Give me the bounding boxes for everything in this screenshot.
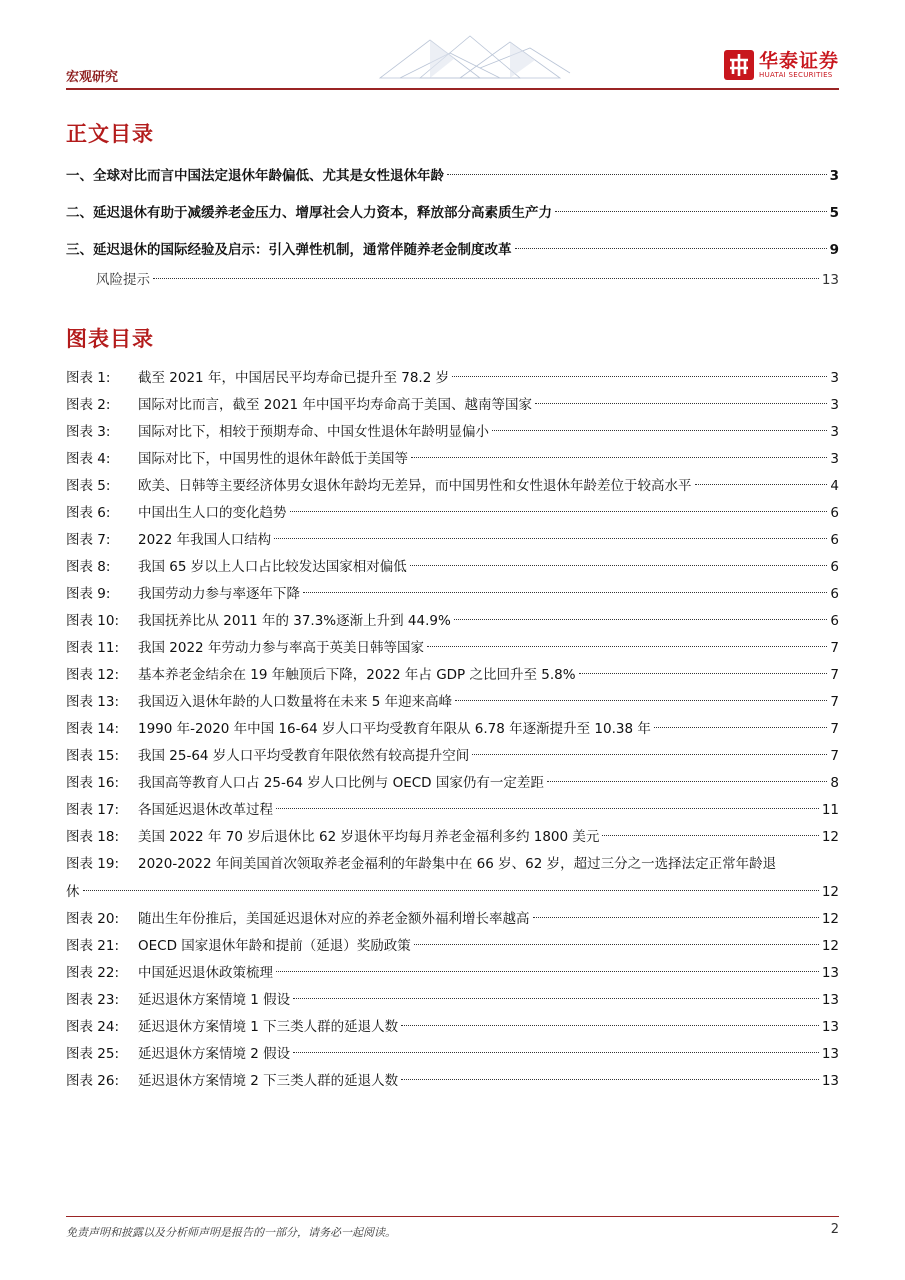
dot-leader — [401, 1025, 819, 1026]
header-decoration-graphic — [360, 28, 580, 86]
figure-entry[interactable] — [66, 449, 839, 469]
figure-entry[interactable] — [66, 665, 839, 685]
toc-entry-page: 3 — [829, 168, 839, 184]
figure-page: 13 — [821, 992, 839, 1008]
figure-title: OECD 国家退休年龄和提前（延退）奖励政策 — [138, 938, 411, 954]
figure-page: 7 — [830, 667, 839, 683]
figure-page: 13 — [821, 1073, 839, 1089]
figure-label: 图表 24: — [66, 1019, 120, 1035]
figure-label: 图表 7: — [66, 532, 111, 548]
figure-entry[interactable] — [66, 1071, 839, 1091]
figure-entry[interactable] — [66, 827, 839, 847]
dot-leader — [602, 835, 818, 836]
dot-leader — [555, 211, 827, 212]
figure-label: 图表 3: — [66, 424, 111, 440]
figure-title: 截至 2021 年，中国居民平均寿命已提升至 78.2 岁 — [138, 370, 450, 386]
toc-entry-page: 9 — [829, 242, 839, 258]
dot-leader — [547, 781, 828, 782]
figure-page: 3 — [830, 451, 839, 467]
figure-page: 7 — [830, 721, 839, 737]
figure-title: 国际对比而言，截至 2021 年中国平均寿命高于美国、越南等国家 — [138, 397, 532, 413]
figure-label: 图表 13: — [66, 694, 120, 710]
figure-page: 13 — [821, 1019, 839, 1035]
figure-entry[interactable] — [66, 1017, 839, 1037]
figure-page: 13 — [821, 1046, 839, 1062]
figure-title: 我国高等教育人口占 25-64 岁人口比例与 OECD 国家仍有一定差距 — [138, 775, 544, 791]
figure-label: 图表 10: — [66, 613, 120, 629]
figure-title: 我国抚养比从 2011 年的 37.3%逐渐上升到 44.9% — [138, 613, 451, 629]
dot-leader — [276, 971, 819, 972]
figure-title: 中国出生人口的变化趋势 — [138, 505, 287, 521]
figure-page: 12 — [821, 911, 839, 927]
figure-title: 我国 65 岁以上人口占比较发达国家相对偏低 — [138, 559, 407, 575]
section-label: 宏观研究 — [66, 70, 119, 85]
figure-label: 图表 11: — [66, 640, 120, 656]
figure-title: 我国劳动力参与率逐年下降 — [138, 586, 300, 602]
figure-label: 图表 17: — [66, 802, 120, 818]
figure-entry[interactable] — [66, 395, 839, 415]
figure-page: 12 — [821, 938, 839, 954]
dot-leader — [290, 511, 828, 512]
figure-entry[interactable] — [66, 773, 839, 793]
figure-title: 基本养老金结余在 19 年触顶后下降，2022 年占 GDP 之比回升至 5.8% — [138, 667, 576, 683]
figure-page: 6 — [830, 559, 839, 575]
figure-label: 图表 19: — [66, 856, 120, 872]
toc-entry-title: 二、延迟退休有助于减缓养老金压力、增厚社会人力资本，释放部分高素质生产力 — [66, 205, 552, 221]
toc-entry-title: 三、延迟退休的国际经验及启示：引入弹性机制，通常伴随养老金制度改革 — [66, 242, 512, 258]
figure-page: 12 — [821, 829, 839, 845]
dot-leader — [410, 565, 828, 566]
page-header — [0, 0, 905, 92]
dot-leader — [515, 248, 827, 249]
dot-leader — [533, 917, 819, 918]
figure-label: 图表 23: — [66, 992, 120, 1008]
logo-chinese-name: 华泰证券 — [759, 49, 840, 72]
figure-page: 6 — [830, 586, 839, 602]
figure-label: 图表 15: — [66, 748, 120, 764]
figure-entry[interactable] — [66, 692, 839, 712]
figure-label: 图表 1: — [66, 370, 111, 386]
toc-entry[interactable] — [66, 203, 839, 223]
figure-title: 中国延迟退休政策梳理 — [138, 965, 273, 981]
figure-label: 图表 16: — [66, 775, 120, 791]
figure-title: 延迟退休方案情境 2 假设 — [138, 1046, 291, 1062]
figure-entry[interactable] — [66, 530, 839, 550]
figure-list-heading: 图表目录 — [66, 327, 154, 351]
figure-title-line-2: 休 — [66, 884, 80, 900]
figure-page: 6 — [830, 505, 839, 521]
figure-entry[interactable] — [66, 584, 839, 604]
figure-entry[interactable] — [66, 611, 839, 631]
dot-leader — [472, 754, 827, 755]
figure-page: 3 — [830, 370, 839, 386]
figure-label: 图表 20: — [66, 911, 120, 927]
toc-entry[interactable] — [66, 240, 839, 260]
figure-label: 图表 2: — [66, 397, 111, 413]
dot-leader — [401, 1079, 819, 1080]
figure-title: 各国延迟退休改革过程 — [138, 802, 273, 818]
dot-leader — [695, 484, 828, 485]
dot-leader — [427, 646, 827, 647]
dot-leader — [293, 998, 819, 999]
figure-page: 13 — [821, 965, 839, 981]
dot-leader — [276, 808, 819, 809]
figure-entry[interactable] — [66, 476, 839, 496]
figure-title: 延迟退休方案情境 2 下三类人群的延退人数 — [138, 1073, 399, 1089]
figure-title: 1990 年-2020 年中国 16-64 岁人口平均受教育年限从 6.78 年逐渐提升至 10.38 年 — [138, 721, 651, 737]
figure-title: 延迟退休方案情境 1 下三类人群的延退人数 — [138, 1019, 399, 1035]
figure-entry[interactable] — [66, 719, 839, 739]
figure-entry[interactable] — [66, 557, 839, 577]
figure-entry[interactable] — [66, 368, 839, 388]
dot-leader — [447, 174, 827, 175]
figure-title-line-1: 2020-2022 年间美国首次领取养老金福利的年龄集中在 66 岁、62 岁，超过三分之一选择法定正常年龄退 — [138, 856, 777, 872]
dot-leader — [303, 592, 827, 593]
footer-divider — [66, 1216, 839, 1217]
dot-leader — [579, 673, 828, 674]
dot-leader — [414, 944, 819, 945]
figure-label: 图表 22: — [66, 965, 120, 981]
figure-label: 图表 21: — [66, 938, 120, 954]
figure-page: 7 — [830, 748, 839, 764]
figure-label: 图表 5: — [66, 478, 111, 494]
figure-entry[interactable] — [66, 854, 839, 902]
dot-leader — [153, 278, 819, 279]
dot-leader — [654, 727, 828, 728]
figure-title: 我国迈入退休年龄的人口数量将在未来 5 年迎来高峰 — [138, 694, 453, 710]
dot-leader — [452, 376, 827, 377]
figure-entry[interactable] — [66, 990, 839, 1010]
dot-leader — [535, 403, 827, 404]
figure-page: 3 — [830, 424, 839, 440]
toc-entry[interactable] — [96, 270, 839, 290]
figure-entry[interactable] — [66, 1044, 839, 1064]
figure-page: 6 — [830, 532, 839, 548]
figure-page: 3 — [830, 397, 839, 413]
toc-entry[interactable] — [66, 166, 839, 186]
figure-page: 11 — [821, 802, 839, 818]
figure-title: 美国 2022 年 70 岁后退休比 62 岁退休平均每月养老金福利多约 1800 美元 — [138, 829, 600, 845]
figure-page: 12 — [821, 884, 839, 900]
toc-entry-page: 5 — [829, 205, 839, 221]
figure-page: 8 — [830, 775, 839, 791]
figure-label: 图表 14: — [66, 721, 120, 737]
header-divider — [66, 88, 839, 90]
figure-entry[interactable] — [66, 422, 839, 442]
figure-title: 国际对比下，中国男性的退休年龄低于美国等 — [138, 451, 408, 467]
figure-title: 我国 25-64 岁人口平均受教育年限依然有较高提升空间 — [138, 748, 470, 764]
figure-entry[interactable] — [66, 503, 839, 523]
dot-leader — [411, 457, 827, 458]
figure-page: 6 — [830, 613, 839, 629]
figure-title: 2022 年我国人口结构 — [138, 532, 272, 548]
figure-entry[interactable] — [66, 800, 839, 820]
figure-label: 图表 25: — [66, 1046, 120, 1062]
figure-label: 图表 6: — [66, 505, 111, 521]
huatai-logo — [724, 50, 839, 80]
toc-entry-title: 一、全球对比而言中国法定退休年龄偏低、尤其是女性退休年龄 — [66, 168, 444, 184]
huatai-logo-icon — [724, 50, 754, 80]
toc-heading: 正文目录 — [66, 122, 154, 146]
figure-entry[interactable] — [66, 936, 839, 956]
figure-entry[interactable] — [66, 746, 839, 766]
figure-entry[interactable] — [66, 963, 839, 983]
dot-leader — [83, 890, 819, 891]
figure-entry[interactable] — [66, 638, 839, 658]
page-number: 2 — [830, 1222, 839, 1237]
figure-label: 图表 18: — [66, 829, 120, 845]
figure-entry[interactable] — [66, 909, 839, 929]
figure-title: 欧美、日韩等主要经济体男女退休年龄均无差异，而中国男性和女性退休年龄差位于较高水平 — [138, 478, 692, 494]
figure-title: 我国 2022 年劳动力参与率高于英美日韩等国家 — [138, 640, 424, 656]
toc-entry-page: 13 — [821, 272, 839, 288]
figure-label: 图表 4: — [66, 451, 111, 467]
figure-title: 国际对比下，相较于预期寿命、中国女性退休年龄明显偏小 — [138, 424, 489, 440]
figure-label: 图表 26: — [66, 1073, 120, 1089]
dot-leader — [274, 538, 827, 539]
figure-label: 图表 8: — [66, 559, 111, 575]
dot-leader — [455, 700, 827, 701]
figure-title: 随出生年份推后，美国延迟退休对应的养老金额外福利增长率越高 — [138, 911, 530, 927]
logo-english-name: HUATAI SECURITIES — [759, 70, 833, 79]
figure-page: 7 — [830, 640, 839, 656]
toc-entry-title: 风险提示 — [96, 272, 150, 288]
dot-leader — [293, 1052, 819, 1053]
figure-page: 4 — [830, 478, 839, 494]
figure-label: 图表 9: — [66, 586, 111, 602]
dot-leader — [492, 430, 827, 431]
figure-title: 延迟退休方案情境 1 假设 — [138, 992, 291, 1008]
dot-leader — [454, 619, 828, 620]
figure-page: 7 — [830, 694, 839, 710]
disclaimer-note: 免责声明和披露以及分析师声明是报告的一部分，请务必一起阅读。 — [66, 1226, 396, 1239]
figure-label: 图表 12: — [66, 667, 120, 683]
